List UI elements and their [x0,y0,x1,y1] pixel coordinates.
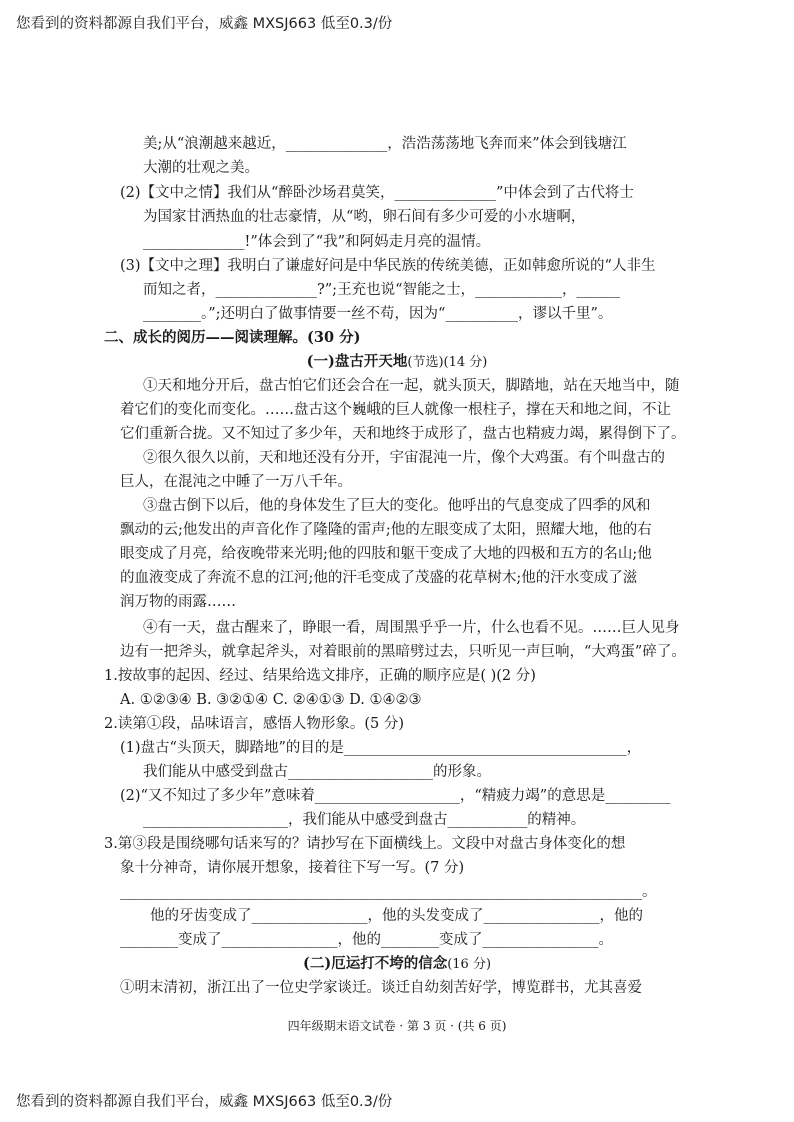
text-line: 而知之者，______________?”;王充也说“智能之士，____________，______ [143,282,620,298]
passage-title-main: (一)盘古开天地 [306,353,408,370]
passage-2-title-sub: (16 分) [447,957,492,972]
text-line: (2)【文中之情】我们从“醉卧沙场君莫笑，______________”中体会到了古代将士 [120,185,634,201]
text-line: 美;从“浪潮越来越近，______________，浩浩荡荡地飞奔而来”体会到钱塘江 [143,136,627,152]
passage-line: 它们重新合拢。又不知过了多少年，天和地终于成形了，盘古也精疲力竭，累得倒下了。 [120,426,686,442]
question-2-part-2: (2)“又不知过了多少年”意味着____________________，“精疲力竭”的意思是_________ [120,788,671,804]
passage-title-sub: (节选)(14 分) [407,355,488,370]
section-heading: 二、成长的阅历——阅读理解。(30 分) [104,329,361,346]
watermark-banner-top: 您看到的资料都源自我们平台，威鑫 MXSJ663 低至0.3/份 [16,16,393,32]
text-line: 大潮的壮观之美。 [143,160,259,176]
question-3-cont: 象十分神奇，请你展开想象，接着往下写一写。(7 分) [120,860,465,876]
answer-line: ________________________________________________________________________。 [120,884,657,900]
page-footer: 四年级期末语文试卷 · 第 3 页 · (共 6 页) [287,1019,507,1033]
passage-line: 眼变成了月亮，给夜晚带来光明;他的四肢和躯干变成了大地的四极和五方的名山;他 [120,546,652,562]
text-line: 为国家甘洒热血的壮志豪情，从“哟，卵石间有多少可爱的小水塘啊， [143,209,586,225]
question-3-fill-1: 他的牙齿变成了________________，他的头发变成了________________，他的 [150,908,643,924]
passage-line: ②很久很久以前，天和地还没有分开，宇宙混沌一片，像个大鸡蛋。有个叫盘古的 [143,450,665,466]
text-line: (3)【文中之理】我明白了谦虚好问是中华民族的传统美德，正如韩愈所说的“人非生 [120,258,656,274]
passage-line: 润万物的雨露…… [120,594,236,610]
question-2-part-2-cont: ____________________，我们能从中感受到盘古___________的精神。 [143,812,586,828]
question-2-part-1-cont: 我们能从中感受到盘古____________________的形象。 [143,764,491,780]
passage-line: 的血液变成了奔流不息的江河;他的汗毛变成了茂盛的花草树木;他的汗水变成了滋 [120,570,638,586]
question-3: 3.第③段是围绕哪句话来写的？请抄写在下面横线上。文段中对盘古身体变化的想 [104,836,626,852]
passage-2-title-main: (二)厄运打不垮的信念 [302,955,448,972]
passage-line: 飘动的云;他发出的声音化作了隆隆的雷声;他的左眼变成了太阳，照耀大地，他的右 [120,522,652,538]
passage-line: 着它们的变化而变化。……盘古这个巍峨的巨人就像一根柱子，撑在天和地之间，不让 [120,402,671,418]
passage-2-line: ①明末清初，浙江出了一位史学家谈迁。谈迁自幼刻苦好学，博览群书，尤其喜爱 [120,980,642,996]
question-2-part-1: (1)盘古“头顶天，脚踏地”的目的是_______________________________________， [120,740,642,756]
passage-2-title [0,954,794,975]
watermark-banner-bottom: 您看到的资料都源自我们平台，威鑫 MXSJ663 低至0.3/份 [16,1094,393,1110]
passage-line: 巨人，在混沌之中睡了一万八千年。 [120,474,352,490]
passage-title [0,352,794,373]
question-2: 2.读第①段，品味语言，感悟人物形象。(5 分) [104,716,404,732]
passage-line: ④有一天，盘古醒来了，睁眼一看，周围黑乎乎一片，什么也看不见。……巨人见身 [143,620,680,636]
passage-line: 边有一把斧头，就拿起斧头，对着眼前的黑暗劈过去，只听见一声巨响，“大鸡蛋”碎了。 [120,644,686,660]
question-1: 1.按故事的起因、经过、结果给选文排序，正确的顺序应是( )(2 分) [104,668,536,684]
text-line: ______________!”体会到了“我”和阿妈走月亮的温情。 [143,234,491,250]
passage-line: ③盘古倒下以后，他的身体发生了巨大的变化。他呼出的气息变成了四季的风和 [143,498,651,514]
question-1-options: A. ①②③④ B. ③②①④ C. ②④①③ D. ①④②③ [120,692,422,708]
text-line: ________。”;还明白了做事情要一丝不苟，因为“__________，谬以千里”。 [143,306,613,322]
question-3-fill-2: ________变成了________________，他的________变成了________________。 [120,932,613,948]
passage-line: ①天和地分开后，盘古怕它们还会合在一起，就头顶天，脚踏地，站在天地当中，随 [143,378,680,394]
